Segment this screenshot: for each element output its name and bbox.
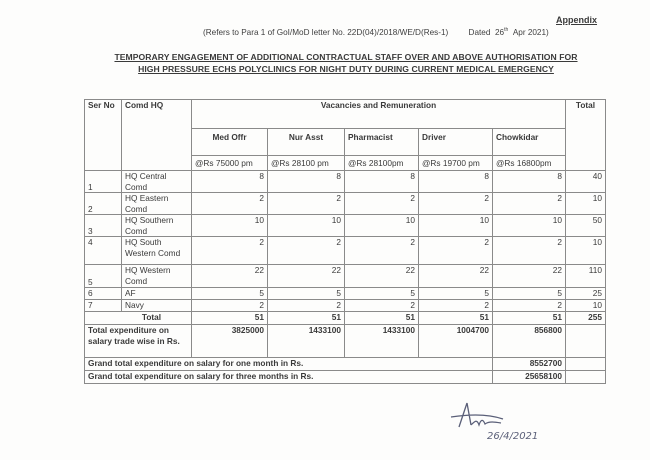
- comd-hq-line1: HQ Central: [125, 171, 167, 181]
- value-driver: 22: [419, 265, 493, 288]
- table-row: [85, 265, 606, 288]
- total-row: [85, 312, 606, 325]
- table-row: [85, 300, 606, 312]
- header-trade-nur-asst: Nur Asst: [268, 129, 345, 156]
- row-total: 110: [566, 265, 606, 288]
- table-row: [85, 215, 606, 237]
- value-pharmacist: 5: [345, 288, 419, 300]
- value-med-offr: 2: [192, 300, 268, 312]
- grand-total-three-months-empty: [566, 371, 606, 384]
- expenditure-driver: 1004700: [419, 325, 493, 358]
- value-pharmacist: 10: [345, 215, 419, 237]
- table-row: [85, 237, 606, 265]
- value-chowkidar: 2: [493, 237, 566, 265]
- header-ser-no: Ser No: [85, 100, 122, 171]
- title-line-1: TEMPORARY ENGAGEMENT OF ADDITIONAL CONTRACTUAL STAFF OVER AND ABOVE AUTHORISATION FOR: [114, 52, 578, 62]
- ser-no-cell: 1: [85, 171, 122, 193]
- dated-suffix: th: [504, 27, 509, 33]
- value-driver: 2: [419, 300, 493, 312]
- rate-chowkidar: @Rs 16800pm: [493, 156, 566, 171]
- grand-total-month-label: Grand total expenditure on salary for one month in Rs.: [85, 358, 493, 371]
- value-med-offr: 2: [192, 193, 268, 215]
- ser-no-cell: 2: [85, 193, 122, 215]
- header-comd-hq: Comd HQ: [122, 100, 192, 171]
- rate-pharmacist: @Rs 28100pm: [345, 156, 419, 171]
- comd-hq-cell: [122, 265, 192, 288]
- value-pharmacist: 22: [345, 265, 419, 288]
- comd-hq-cell: AF: [122, 288, 192, 300]
- header-trade-med-offr: Med Offr: [192, 129, 268, 156]
- total-chowkidar: 51: [493, 312, 566, 325]
- grand-total-month-row: [85, 358, 606, 371]
- value-nur-asst: 2: [268, 237, 345, 265]
- ser-no-cell: 5: [85, 265, 122, 288]
- total-label: Total: [85, 312, 192, 325]
- ser-no-cell: 7: [85, 300, 122, 312]
- comd-hq-cell: [122, 215, 192, 237]
- expenditure-total-empty: [566, 325, 606, 358]
- value-pharmacist: 2: [345, 193, 419, 215]
- vacancies-table: [84, 99, 606, 384]
- value-med-offr: 8: [192, 171, 268, 193]
- comd-hq-cell: [122, 171, 192, 193]
- expenditure-med-offr: 3825000: [192, 325, 268, 358]
- comd-hq-line2: Comd: [125, 225, 148, 236]
- grand-total-month-empty: [566, 358, 606, 371]
- ser-no-cell: 3: [85, 215, 122, 237]
- reference-line: [203, 27, 549, 37]
- value-nur-asst: 22: [268, 265, 345, 288]
- signature-scribble-icon: [445, 395, 565, 445]
- comd-hq-line1: HQ Eastern: [125, 193, 169, 203]
- comd-hq-line2: Comd: [125, 181, 148, 192]
- total-pharmacist: 51: [345, 312, 419, 325]
- header-row-group: [85, 100, 606, 129]
- rate-med-offr: @Rs 75000 pm: [192, 156, 268, 171]
- table-row: [85, 171, 606, 193]
- value-driver: 2: [419, 237, 493, 265]
- value-med-offr: 2: [192, 237, 268, 265]
- value-driver: 10: [419, 215, 493, 237]
- value-nur-asst: 2: [268, 300, 345, 312]
- header-trade-pharmacist: Pharmacist: [345, 129, 419, 156]
- row-total: 10: [566, 300, 606, 312]
- comd-hq-cell: [122, 237, 192, 265]
- ser-no-cell: 6: [85, 288, 122, 300]
- header-trade-driver: Driver: [419, 129, 493, 156]
- comd-hq-line2: Comd: [125, 275, 148, 286]
- header-vacancies-remuneration: Vacancies and Remuneration: [192, 100, 566, 129]
- dated-label: Dated: [468, 28, 491, 37]
- value-driver: 5: [419, 288, 493, 300]
- signature-date: 26/4/2021: [487, 431, 539, 442]
- row-total: 40: [566, 171, 606, 193]
- grand-total-three-months-row: [85, 371, 606, 384]
- expenditure-row: [85, 325, 606, 358]
- total-driver: 51: [419, 312, 493, 325]
- rate-driver: @Rs 19700 pm: [419, 156, 493, 171]
- header-total: Total: [566, 100, 606, 171]
- value-nur-asst: 5: [268, 288, 345, 300]
- signature: [445, 395, 565, 445]
- comd-hq-line1: HQ Western: [125, 265, 171, 275]
- row-total: 10: [566, 193, 606, 215]
- value-chowkidar: 2: [493, 193, 566, 215]
- row-total: 10: [566, 237, 606, 265]
- comd-hq-cell: Navy: [122, 300, 192, 312]
- value-pharmacist: 8: [345, 171, 419, 193]
- value-chowkidar: 22: [493, 265, 566, 288]
- total-overall: 255: [566, 312, 606, 325]
- comd-hq-cell: [122, 193, 192, 215]
- value-pharmacist: 2: [345, 300, 419, 312]
- expenditure-chowkidar: 856800: [493, 325, 566, 358]
- grand-total-three-months-label: Grand total expenditure on salary for three months in Rs.: [85, 371, 493, 384]
- document-title: [90, 51, 602, 75]
- value-med-offr: 10: [192, 215, 268, 237]
- appendix-label: Appendix: [556, 15, 598, 25]
- value-nur-asst: 8: [268, 171, 345, 193]
- value-nur-asst: 2: [268, 193, 345, 215]
- comd-hq-line2: Western Comd: [125, 247, 181, 258]
- expenditure-nur-asst: 1433100: [268, 325, 345, 358]
- value-med-offr: 22: [192, 265, 268, 288]
- total-nur-asst: 51: [268, 312, 345, 325]
- ser-no-cell: 4: [85, 237, 122, 265]
- comd-hq-line1: HQ South: [125, 237, 162, 247]
- expenditure-label: Total expenditure on salary trade wise in Rs.: [85, 325, 192, 358]
- table-row: [85, 193, 606, 215]
- grand-total-month-value: 8552700: [493, 358, 566, 371]
- value-chowkidar: 10: [493, 215, 566, 237]
- rate-nur-asst: @Rs 28100 pm: [268, 156, 345, 171]
- header-trade-chowkidar: Chowkidar: [493, 129, 566, 156]
- total-med-offr: 51: [192, 312, 268, 325]
- value-driver: 2: [419, 193, 493, 215]
- value-driver: 8: [419, 171, 493, 193]
- reference-text: (Refers to Para 1 of GoI/MoD letter No. 22D(04)/2018/WE/D(Res-1): [203, 28, 449, 37]
- row-total: 25: [566, 288, 606, 300]
- value-pharmacist: 2: [345, 237, 419, 265]
- value-med-offr: 5: [192, 288, 268, 300]
- comd-hq-line2: Comd: [125, 203, 148, 214]
- value-chowkidar: 8: [493, 171, 566, 193]
- table-row: [85, 288, 606, 300]
- dated-day: 26: [494, 28, 505, 37]
- title-line-2: HIGH PRESSURE ECHS POLYCLINICS FOR NIGHT DUTY DURING CURRENT MEDICAL EMERGENCY: [138, 64, 554, 74]
- value-nur-asst: 10: [268, 215, 345, 237]
- value-chowkidar: 5: [493, 288, 566, 300]
- grand-total-three-months-value: 25658100: [493, 371, 566, 384]
- value-chowkidar: 2: [493, 300, 566, 312]
- row-total: 50: [566, 215, 606, 237]
- comd-hq-line1: HQ Southern: [125, 215, 174, 225]
- dated-rest: Apr 2021): [512, 28, 549, 37]
- expenditure-pharmacist: 1433100: [345, 325, 419, 358]
